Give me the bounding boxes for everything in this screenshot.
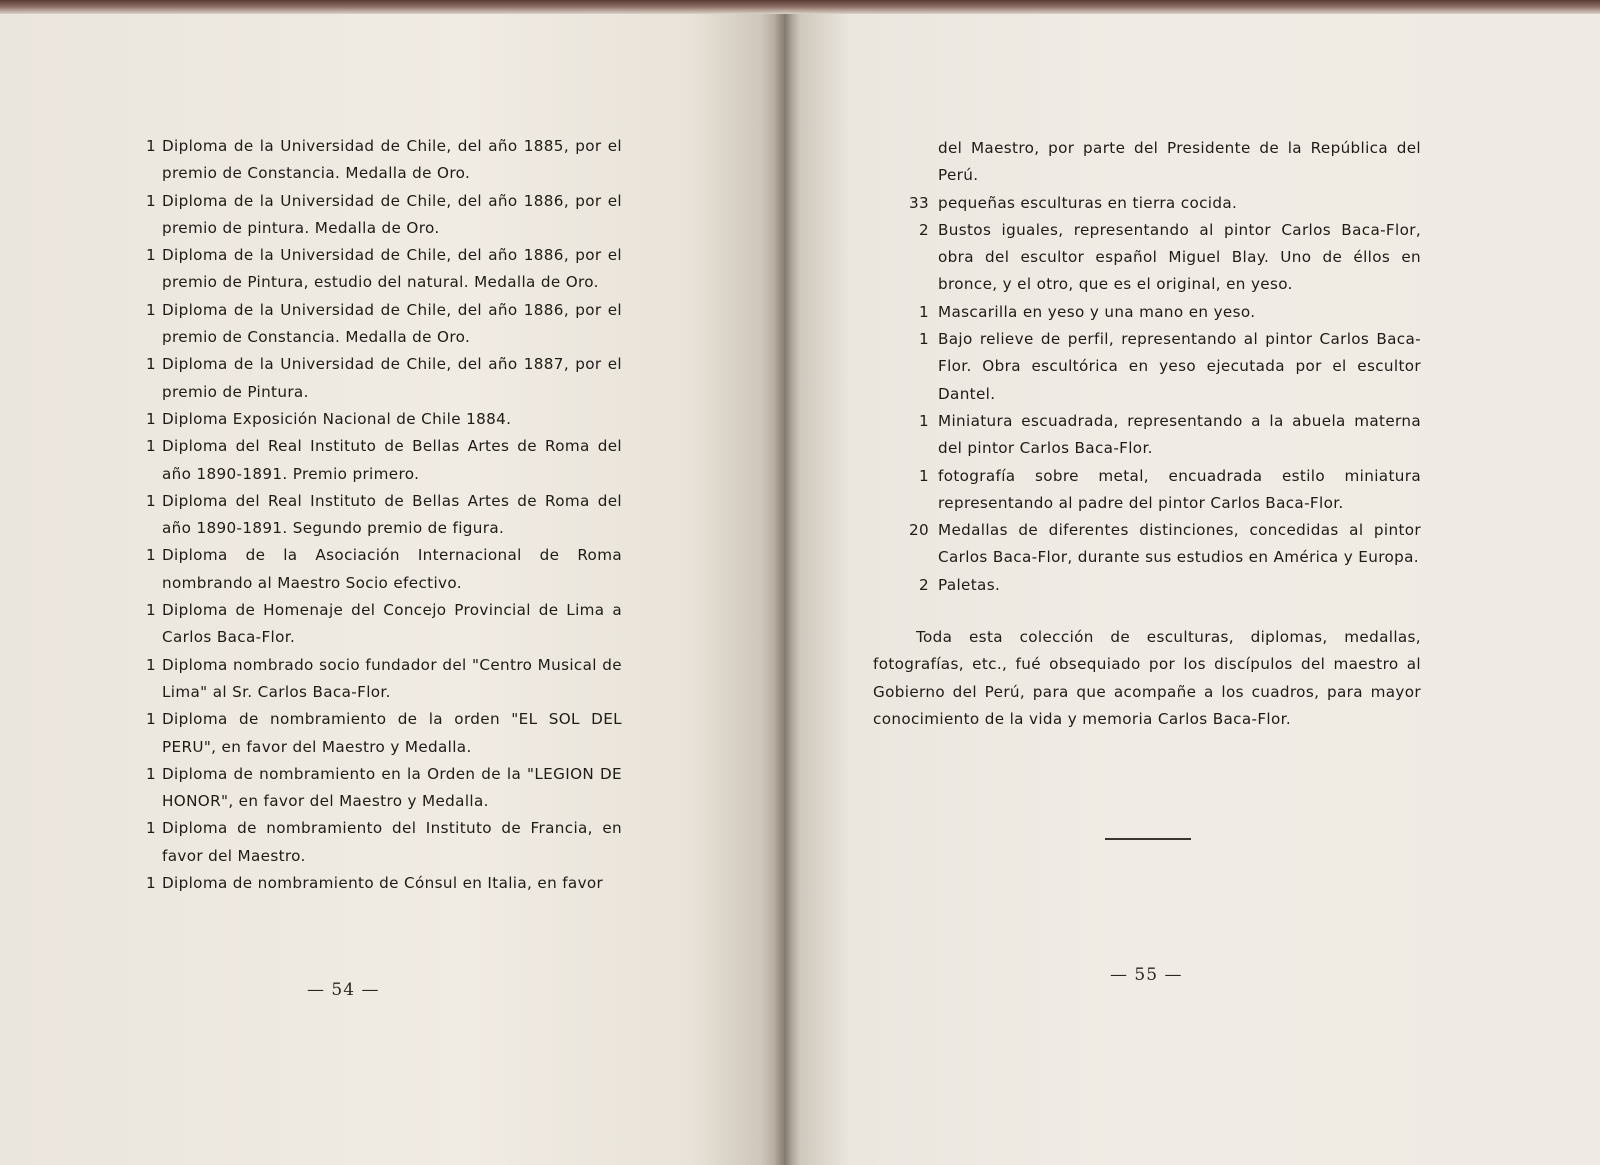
list-item [146,297,622,352]
list-item [146,242,622,297]
item-description: Diploma del Real Instituto de Bellas Artes de Roma del año 1890-1891. Segundo premio de figura. [162,491,622,538]
section-divider [1105,838,1191,840]
list-item [146,597,622,652]
item-description: Diploma de nombramiento de Cónsul en Italia, en favor [162,874,604,893]
item-description: Diploma del Real Instituto de Bellas Artes de Roma del año 1890-1891. Premio primero. [162,437,622,483]
item-description: Mascarilla en yeso y una mano en yeso. [938,302,1256,321]
item-quantity: 1 [918,330,929,349]
item-description: Bajo relieve de perfil, representando al pintor Carlos Baca-Flor. Obra escultórica en yeso ejecutada por el escultor Dantel. [938,330,1421,403]
item-quantity: 1 [918,302,929,321]
list-item [146,351,622,406]
item-quantity: 1 [146,355,157,374]
item-description: Diploma Exposición Nacional de Chile 1884. [162,409,512,428]
list-item [146,488,622,543]
item-description: Bustos iguales, representando al pintor Carlos Baca-Flor, obra del escultor español Miguel Blay. Uno de éllos en bronce, y el otro, que es el original, en yeso. [938,220,1421,294]
item-description: Diploma nombrado socio fundador del "Centro Musical de Lima" al Sr. Carlos Baca-Flor. [162,655,622,701]
item-quantity: 1 [146,710,157,729]
item-quantity: 1 [146,546,157,565]
list-item [146,761,622,816]
item-description: Paletas. [938,575,1001,594]
continuation-text: del Maestro, por parte del Presidente de la República del Perú. [938,139,1421,185]
item-description: Diploma de nombramiento de la orden "EL SOL DEL PERU", en favor del Maestro y Medalla. [162,710,622,756]
item-quantity: 1 [146,601,157,620]
item-quantity: 1 [918,411,929,430]
list-item [873,190,1421,217]
item-quantity: 20 [908,521,929,540]
list-item [873,326,1421,408]
item-description: Diploma de la Universidad de Chile, del año 1886, por el premio de pintura. Medalla de Oro. [162,191,622,237]
item-quantity: 2 [918,220,929,239]
list-item [873,217,1421,299]
item-description: fotografía sobre metal, encuadrada estilo miniatura representando al padre del pintor Carlos Baca-Flor. [938,466,1421,512]
list-item [873,408,1421,463]
item-description: Diploma de nombramiento del Instituto de Francia, en favor del Maestro. [162,819,622,865]
list-item [146,406,622,433]
book-gutter [774,12,792,1165]
item-quantity: 1 [146,246,157,265]
list-item [873,463,1421,518]
list-item [146,652,622,707]
right-page-list [873,135,1421,733]
item-description: Miniatura escuadrada, representando a la abuela materna del pintor Carlos Baca-Flor. [938,411,1421,458]
item-description: Diploma de la Asociación Internacional de Roma nombrando al Maestro Socio efectivo. [162,546,622,592]
left-page-list [146,133,622,897]
item-quantity: 1 [146,764,157,783]
top-edge [0,0,1600,14]
item-description: pequeñas esculturas en tierra cocida. [938,193,1238,212]
item-quantity: 33 [908,193,929,212]
item-quantity: 1 [146,655,157,674]
list-item [873,572,1421,599]
list-item [146,542,622,597]
item-description: Diploma de la Universidad de Chile, del año 1887, por el premio de Pintura. [162,355,622,401]
item-quantity: 1 [146,409,157,428]
item-quantity: 1 [146,819,157,838]
list-item [146,870,622,897]
item-quantity: 1 [918,466,929,485]
list-item [146,133,622,188]
page-number-left: — 54 — [307,980,380,1000]
item-description: Medallas de diferentes distinciones, concedidas al pintor Carlos Baca-Flor, durante sus estudios en América y Europa. [938,521,1421,567]
list-item [146,188,622,243]
item-quantity: 1 [146,437,157,456]
item-quantity: 1 [146,874,157,893]
list-item [146,815,622,870]
item-description: Diploma de Homenaje del Concejo Provincial de Lima a Carlos Baca-Flor. [162,601,622,647]
item-quantity: 1 [146,191,157,210]
list-item [146,433,622,488]
list-item [146,706,622,761]
item-description: Diploma de nombramiento en la Orden de la "LEGION DE HONOR", en favor del Maestro y Medalla. [162,764,622,811]
closing-paragraph: Toda esta colección de esculturas, diplomas, medallas, fotografías, etc., fué obsequiado por los discípulos del maestro al Gobierno del Perú, para que acompañe a los cuadros, para mayor conocimiento de la vida y memoria Carlos Baca-Flor. [873,628,1421,728]
item-quantity: 1 [146,300,157,319]
item-quantity: 1 [146,137,157,155]
list-item [873,517,1421,572]
page-number-right: — 55 — [1110,965,1183,985]
item-description: Diploma de la Universidad de Chile, del año 1886, por el premio de Pintura, estudio del natural. Medalla de Oro. [162,246,622,292]
item-description: Diploma de la Universidad de Chile, del año 1885, por el premio de Constancia. Medalla de Oro. [162,137,622,183]
list-item [873,299,1421,326]
item-quantity: 1 [146,491,157,510]
item-quantity: 2 [918,575,929,594]
item-description: Diploma de la Universidad de Chile, del año 1886, por el premio de Constancia. Medalla de Oro. [162,300,622,347]
